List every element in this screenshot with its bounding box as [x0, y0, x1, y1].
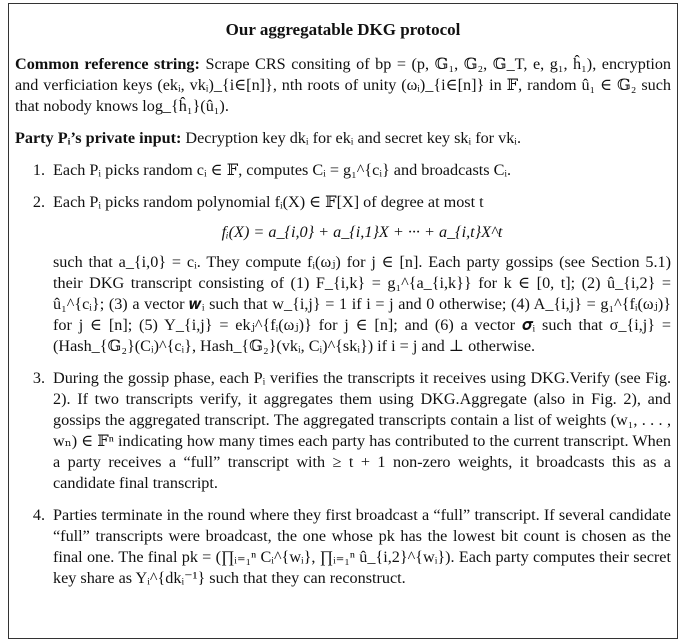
step-number: 3.: [32, 369, 45, 387]
protocol-steps: [15, 160, 671, 589]
protocol-title: Our aggregatable DKG protocol: [225, 20, 461, 39]
step-1: [15, 160, 671, 181]
step-text-continued: such that a_{i,0} = cᵢ. They compute fᵢ(ωⱼ) for j ∈ [n]. Each party gossips (see Section 5.1) their DKG transcript consisting of (1) F_{i,k} = g₁^{a_{i,k}} for k ∈ [0, t]; (2) û_{i,2} = û₁^{cᵢ}; (3) a vector 𝒘ᵢ such that w_{i,j} = 1 if i = j and 0 otherwise; (4) A_{i,j} = g₁^{fᵢ(ωⱼ)} for j ∈ [n]; (5) Y_{i,j} = ekⱼ^{fᵢ(ωⱼ)} for j ∈ [n]; and (6) a vector 𝝈ᵢ such that σ_{i,j} = (Hash_{𝔾₂}(Cᵢ)^{cᵢ}, Hash_{𝔾₂}(vkᵢ, Cᵢ)^{skᵢ}) if i = j and ⊥ otherwise.: [53, 253, 671, 355]
private-input-text: Decryption key dkᵢ for ekᵢ and secret key skᵢ for vkᵢ.: [185, 129, 522, 147]
step-number: 2.: [32, 193, 45, 211]
step-2: [15, 192, 671, 357]
private-input-label: Party Pᵢ’s private input:: [15, 129, 182, 147]
protocol-box: [8, 3, 678, 639]
step-text: Each Pᵢ picks random cᵢ ∈ 𝔽, computes Cᵢ = g₁^{cᵢ} and broadcasts Cᵢ.: [53, 161, 512, 179]
private-input-paragraph: [15, 128, 671, 149]
crs-paragraph: [15, 54, 671, 117]
step-number: 1.: [32, 161, 45, 179]
step-text: Each Pᵢ picks random polynomial fᵢ(X) ∈ 𝔽[X] of degree at most t: [53, 193, 484, 211]
step-text: During the gossip phase, each Pᵢ verifies the transcripts it receives using DKG.Verify (see Fig. 2). If two transcripts verify, it aggregates them using DKG.Aggregate (also in Fig. 2), and gossips the aggregated transcript. The aggregated transcripts contain a list of weights (w₁, . . . , wₙ) ∈ 𝔽ⁿ indicating how many times each party has contributed to the current transcript. When a party receives a “full” transcript with ≥ t + 1 non-zero weights, it broadcasts this as a candidate final transcript.: [53, 369, 671, 492]
step-3: [15, 368, 671, 494]
crs-label: Common reference string:: [15, 55, 200, 73]
polynomial-equation: fᵢ(X) = a_{i,0} + a_{i,1}X + ··· + a_{i,t}X^t: [221, 223, 503, 241]
step-number: 4.: [32, 506, 45, 524]
step-4: [15, 505, 671, 589]
crs-text: Scrape CRS consiting of bp = (p, 𝔾₁, 𝔾₂, 𝔾_T, e, g₁, ĥ₁), encryption and verficiation keys (ekᵢ, vkᵢ)_{i∈[n]}, nth roots of unity (ωᵢ)_{i∈[n]} in 𝔽, random û₁ ∈ 𝔾₂ such that nobody knows log_{ĥ₁}(û₁).: [15, 55, 672, 115]
step-text: Parties terminate in the round where they first broadcast a “full” transcript. If several candidate “full” transcripts were broadcast, the one whose pk has the lowest bit count is chosen as the final one. The final pk = (∏ᵢ₌₁ⁿ Cᵢ^{wᵢ}, ∏ᵢ₌₁ⁿ û_{i,2}^{wᵢ}). Each party computes their secret key share as Yᵢ^{dkᵢ⁻¹} such that they can reconstruct.: [53, 506, 671, 587]
